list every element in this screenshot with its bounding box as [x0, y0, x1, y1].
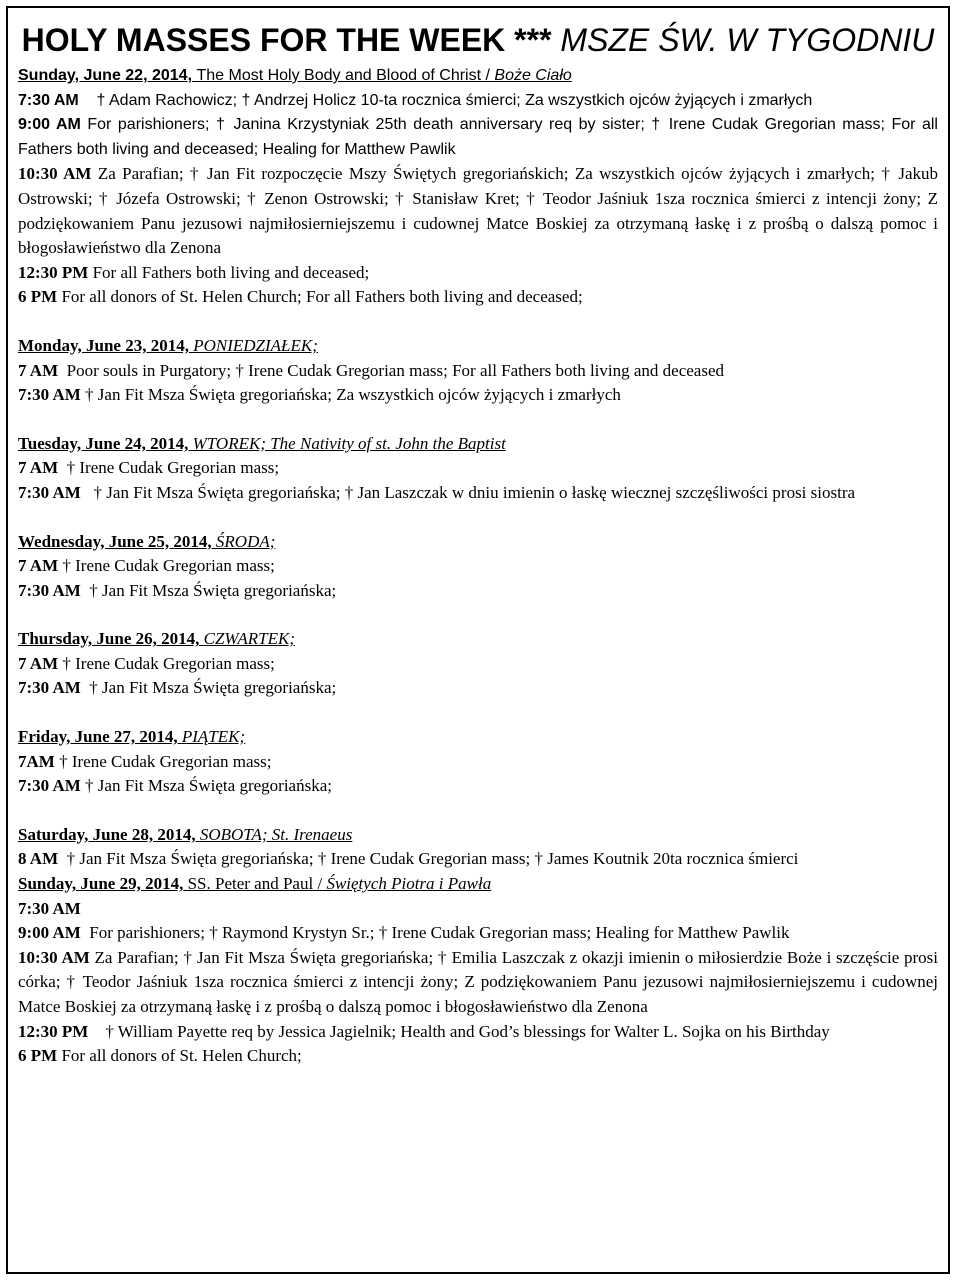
day-header — [18, 823, 938, 848]
mass-intentions: Poor souls in Purgatory; † Irene Cudak Gregorian mass; For all Fathers both living and deceased — [66, 360, 725, 380]
mass-intentions: † Jan Fit Msza Święta gregoriańska; — [89, 580, 337, 600]
spacer — [18, 603, 938, 627]
day-feast-polish: Świętych Piotra i Pawła — [326, 874, 492, 894]
mass-entry — [18, 750, 938, 775]
mass-intentions: † Jan Fit Msza Święta gregoriańska; † Irene Cudak Gregorian mass; † James Koutnik 20ta rocznica śmierci — [66, 849, 799, 869]
mass-entry — [18, 579, 938, 604]
day-name-polish: WTOREK; The Nativity of st. John the Baptist — [192, 433, 506, 453]
day-sunday-june-22 — [18, 64, 938, 162]
mass-entry — [18, 774, 938, 799]
spacer — [18, 506, 938, 530]
mass-time: 7:30 AM — [18, 482, 81, 502]
spacer — [18, 310, 938, 334]
mass-intentions: For all donors of St. Helen Church; — [61, 1046, 302, 1066]
day-saturday — [18, 823, 938, 872]
mass-entry — [18, 456, 938, 481]
day-name-polish: PONIEDZIAŁEK; — [193, 335, 318, 355]
mass-time: 10:30 AM — [18, 947, 90, 967]
mass-entry — [18, 162, 938, 260]
mass-intentions: Za Parafian; † Jan Fit rozpoczęcie Mszy Świętych gregoriańskich; Za wszystkich ojców żyjących i zmarłych; † Jakub Ostrowski; † Józefa Ostrowski; † Zenon Ostrowski; † Stanisław Kret; † Teodor Jaśniuk 1sza rocznica śmierci z intencji żony; Z podziękowaniem Panu jezusowi najmiłosierniejszemu i cudownej Matce Boskiej za otrzymaną łaskę i z prośbą o dalszą pomoc i błogosławieństwo dla Zenona — [18, 164, 939, 258]
mass-time: 9:00 AM — [18, 923, 81, 943]
mass-time: 7AM — [18, 751, 55, 771]
mass-entry — [18, 554, 938, 579]
day-date: Thursday, June 26, 2014, — [18, 629, 200, 649]
mass-time: 6 PM — [18, 287, 58, 307]
mass-time: 7 AM — [18, 360, 59, 380]
mass-entry — [18, 1044, 938, 1069]
day-header — [18, 432, 938, 457]
spacer — [18, 701, 938, 725]
mass-entry — [18, 113, 938, 162]
mass-time: 7:30 AM — [18, 385, 81, 405]
day-name-polish: ŚRODA; — [215, 531, 276, 551]
mass-intentions: † Irene Cudak Gregorian mass; — [59, 751, 272, 771]
mass-entry — [18, 652, 938, 677]
mass-time: 7:30 AM — [18, 898, 81, 918]
mass-time: 12:30 PM — [18, 1021, 89, 1041]
mass-time: 6 PM — [18, 1046, 58, 1066]
mass-entry — [18, 359, 938, 384]
mass-intentions: Za Parafian; † Jan Fit Msza Święta gregoriańska; † Emilia Laszczak z okazji imienin o miłosierdzie Boże i szczęście prosi córka; † Teodor Jaśniuk 1sza rocznica śmierci z intencji żony; Z podziękowaniem Panu jezusowi najmiłosierniejszemu i cudownej Matce Boskiej za otrzymaną łaskę i z prośbą o dalszą pomoc i błogosławieństwo dla Zenona — [18, 947, 939, 1016]
mass-intentions: For all donors of St. Helen Church; For all Fathers both living and deceased; — [61, 287, 583, 307]
day-monday — [18, 334, 938, 408]
mass-intentions: For all Fathers both living and deceased; — [92, 262, 370, 282]
day-wednesday — [18, 530, 938, 604]
mass-entry — [18, 847, 938, 872]
mass-intentions: † Irene Cudak Gregorian mass; — [62, 556, 275, 576]
mass-entry — [18, 285, 938, 310]
mass-entry — [18, 921, 938, 946]
day-thursday — [18, 627, 938, 701]
mass-intentions: † Jan Fit Msza Święta gregoriańska; — [89, 678, 337, 698]
day-feast-polish: Boże Ciało — [494, 67, 572, 84]
mass-entry — [18, 383, 938, 408]
mass-entry — [18, 1020, 938, 1045]
spacer — [18, 799, 938, 823]
mass-time: 7:30 AM — [18, 91, 79, 109]
mass-schedule — [8, 64, 948, 1069]
mass-entry — [18, 676, 938, 701]
day-date: Monday, June 23, 2014, — [18, 335, 189, 355]
mass-time: 7 AM — [18, 653, 59, 673]
day-name-polish: CZWARTEK; — [203, 629, 296, 649]
title-english: HOLY MASSES FOR THE WEEK *** — [21, 22, 552, 58]
day-date: Sunday, June 29, 2014, — [18, 874, 184, 894]
mass-time: 7:30 AM — [18, 776, 81, 796]
mass-intentions: † Jan Fit Msza Święta gregoriańska; † Jan Laszczak w dniu imienin o łaskę wiecznej szczęśliwości prosi siostra — [93, 482, 856, 502]
bulletin-frame — [6, 6, 950, 1274]
day-date: Sunday, June 22, 2014, — [18, 67, 193, 84]
mass-intentions: † William Payette req by Jessica Jagielnik; Health and God’s blessings for Walter L. Sojka on his Birthday — [105, 1021, 830, 1041]
mass-intentions: † Irene Cudak Gregorian mass; — [62, 653, 275, 673]
mass-time: 12:30 PM — [18, 262, 89, 282]
day-sunday-june-22-cont — [18, 162, 938, 310]
mass-entry — [18, 261, 938, 286]
mass-entry — [18, 89, 938, 114]
day-name-polish: PIĄTEK; — [181, 727, 246, 747]
day-date: Wednesday, June 25, 2014, — [18, 531, 212, 551]
day-friday — [18, 725, 938, 799]
day-header — [18, 872, 938, 897]
mass-entry — [18, 481, 938, 506]
mass-intentions: † Adam Rachowicz; † Andrzej Holicz 10-ta rocznica śmierci; Za wszystkich ojców żyjących i zmarłych — [96, 91, 813, 109]
day-tuesday — [18, 432, 938, 506]
day-header — [18, 64, 938, 89]
mass-intentions: † Jan Fit Msza Święta gregoriańska; Za wszystkich ojców żyjących i zmarłych — [85, 385, 621, 405]
day-header — [18, 334, 938, 359]
day-sunday-june-29 — [18, 872, 938, 1069]
day-feast: SS. Peter and Paul / — [187, 874, 323, 894]
day-date: Saturday, June 28, 2014, — [18, 824, 196, 844]
mass-time: 8 AM — [18, 849, 59, 869]
mass-intentions: For parishioners; † Janina Krzystyniak 25th death anniversary req by sister; † Irene Cudak Gregorian mass; For all Fathers both living and deceased; Healing for Matthew Pawlik — [18, 116, 938, 158]
day-header — [18, 725, 938, 750]
day-date: Tuesday, June 24, 2014, — [18, 433, 189, 453]
mass-time: 7:30 AM — [18, 678, 81, 698]
mass-time: 7:30 AM — [18, 580, 81, 600]
title-polish: MSZE ŚW. W TYGODNIU — [560, 22, 935, 58]
mass-time: 10:30 AM — [18, 164, 92, 184]
day-header — [18, 530, 938, 555]
mass-entry — [18, 897, 938, 922]
mass-time: 9:00 AM — [18, 116, 81, 134]
mass-intentions: † Irene Cudak Gregorian mass; — [66, 458, 280, 478]
mass-entry — [18, 946, 938, 1020]
day-header — [18, 627, 938, 652]
page-title — [8, 20, 948, 60]
spacer — [18, 408, 938, 432]
day-feast: The Most Holy Body and Blood of Christ / — [196, 67, 490, 84]
day-date: Friday, June 27, 2014, — [18, 727, 178, 747]
mass-time: 7 AM — [18, 458, 59, 478]
day-name-polish: SOBOTA; St. Irenaeus — [199, 824, 353, 844]
mass-intentions: For parishioners; † Raymond Krystyn Sr.; † Irene Cudak Gregorian mass; Healing for Matthew Pawlik — [89, 923, 790, 943]
mass-intentions: † Jan Fit Msza Święta gregoriańska; — [85, 776, 332, 796]
mass-time: 7 AM — [18, 556, 59, 576]
